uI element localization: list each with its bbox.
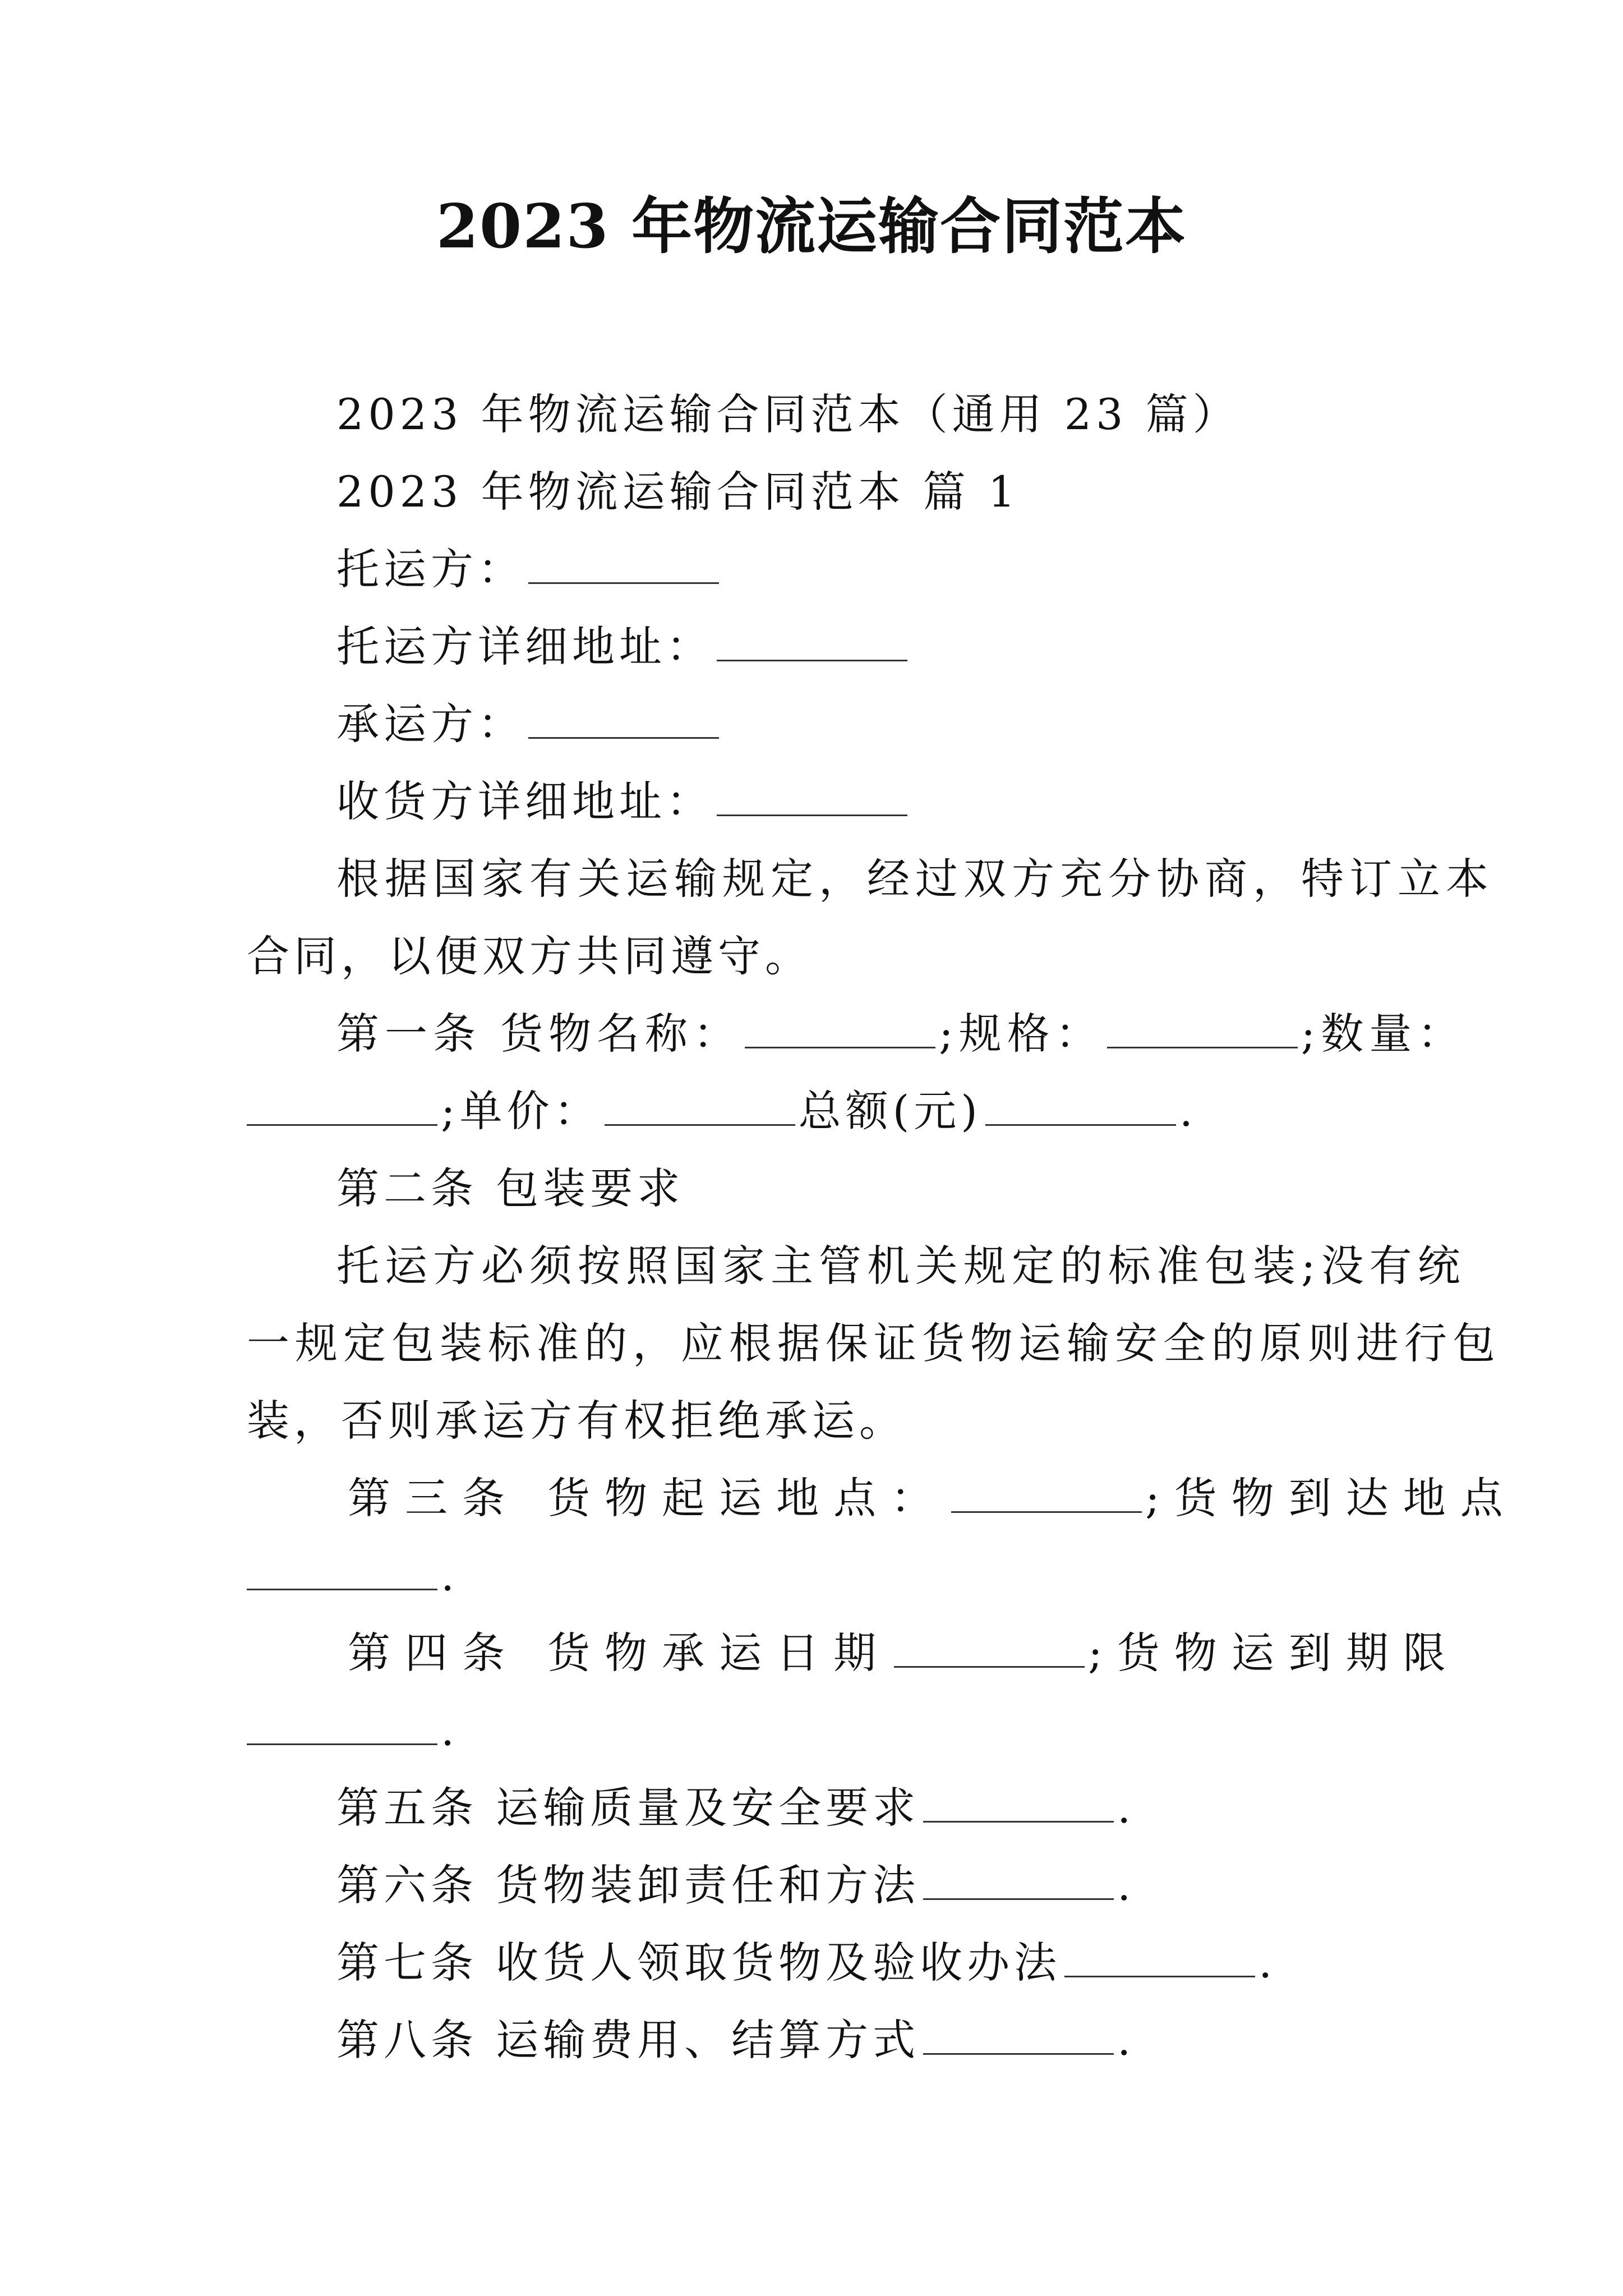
carrier-field	[247, 685, 1380, 763]
article-3-period: .	[441, 1550, 459, 1600]
shipper-address-blank[interactable]	[717, 625, 907, 661]
article-6	[247, 1847, 1380, 1924]
shipper-blank[interactable]	[528, 547, 719, 584]
document-body	[247, 376, 1518, 2079]
article-3-origin-label: 第三条 货物起运地点：	[348, 1473, 948, 1523]
article-6-label: 第六条 货物装卸责任和方法	[336, 1860, 920, 1910]
consignee-address-field	[247, 763, 1380, 840]
article-2-line-1: 托运方必须按照国家主管机关规定的标准包装;没有统	[336, 1241, 1466, 1291]
article-8-blank[interactable]	[923, 2018, 1114, 2055]
shipper-address-field	[247, 608, 1380, 685]
article-5-blank[interactable]	[923, 1786, 1114, 1823]
deadline-blank[interactable]	[247, 1709, 437, 1745]
article-8-label: 第八条 运输费用、结算方式	[336, 2015, 920, 2065]
consignee-address-label: 收货方详细地址：	[336, 776, 713, 826]
shipper-address-label: 托运方详细地址：	[336, 622, 713, 671]
article-8	[247, 2001, 1380, 2079]
article-6-period: .	[1117, 1860, 1136, 1910]
article-3-line-1	[247, 1460, 1518, 1537]
total-blank[interactable]	[985, 1089, 1176, 1126]
article-1-goods-name-label: 第一条 货物名称：	[336, 1009, 742, 1059]
article-2-line-3: 装，否则承运方有权拒绝承运。	[247, 1396, 906, 1446]
article-6-blank[interactable]	[923, 1864, 1114, 1900]
article-2-line-2: 一规定包装标准的，应根据保证货物运输安全的原则进行包	[247, 1318, 1501, 1368]
carriage-date-blank[interactable]	[894, 1631, 1085, 1668]
article-4-line-2	[247, 1692, 1380, 1769]
article-4-deadline-label: ;货物运到期限	[1088, 1628, 1460, 1678]
article-5	[247, 1769, 1380, 1847]
intro-line-1: 根据国家有关运输规定，经过双方充分协商，特订立本	[336, 854, 1494, 904]
destination-blank[interactable]	[247, 1554, 437, 1590]
unit-price-blank[interactable]	[605, 1089, 795, 1126]
subtitle: 2023 年物流运输合同范本（通用 23 篇）	[336, 389, 1240, 439]
article-3-destination-label: ;货物到达地点	[1145, 1473, 1518, 1523]
article-7-label: 第七条 收货人领取货物及验收办法	[336, 1938, 1062, 1987]
article-1-period: .	[1179, 1086, 1198, 1136]
origin-blank[interactable]	[951, 1476, 1142, 1513]
article-1-quantity-label: ;数量：	[1301, 1009, 1466, 1059]
article-1-unit-price-label: ;单价：	[441, 1086, 601, 1136]
article-5-period: .	[1117, 1783, 1136, 1833]
section-heading: 2023 年物流运输合同范本 篇 1	[336, 467, 1020, 517]
article-3-line-2	[247, 1537, 1380, 1614]
article-4-line-1	[247, 1614, 1460, 1692]
article-1-line-1	[247, 995, 1466, 1073]
article-5-label: 第五条 运输质量及安全要求	[336, 1783, 920, 1833]
article-1-total-label: 总额(元)	[798, 1086, 982, 1136]
article-7-period: .	[1258, 1938, 1277, 1987]
article-2-title: 第二条 包装要求	[336, 1163, 685, 1213]
goods-name-blank[interactable]	[745, 1012, 935, 1048]
document-title: 2023 年物流运输合同范本	[436, 191, 1187, 262]
article-4-date-label: 第四条 货物承运日期	[348, 1628, 891, 1678]
article-1-spec-label: ;规格：	[939, 1009, 1104, 1059]
article-7	[247, 1924, 1380, 2001]
consignee-address-blank[interactable]	[717, 780, 907, 816]
quantity-blank[interactable]	[247, 1089, 437, 1126]
shipper-field	[247, 531, 1380, 608]
article-4-period: .	[441, 1705, 459, 1755]
intro-line-2: 合同，以便双方共同遵守。	[247, 931, 812, 981]
carrier-blank[interactable]	[528, 702, 719, 739]
shipper-label: 托运方：	[336, 544, 525, 594]
article-7-blank[interactable]	[1064, 1941, 1255, 1977]
article-8-period: .	[1117, 2015, 1136, 2065]
carrier-label: 承运方：	[336, 699, 525, 749]
article-1-line-2	[247, 1073, 1380, 1150]
spec-blank[interactable]	[1107, 1012, 1298, 1048]
